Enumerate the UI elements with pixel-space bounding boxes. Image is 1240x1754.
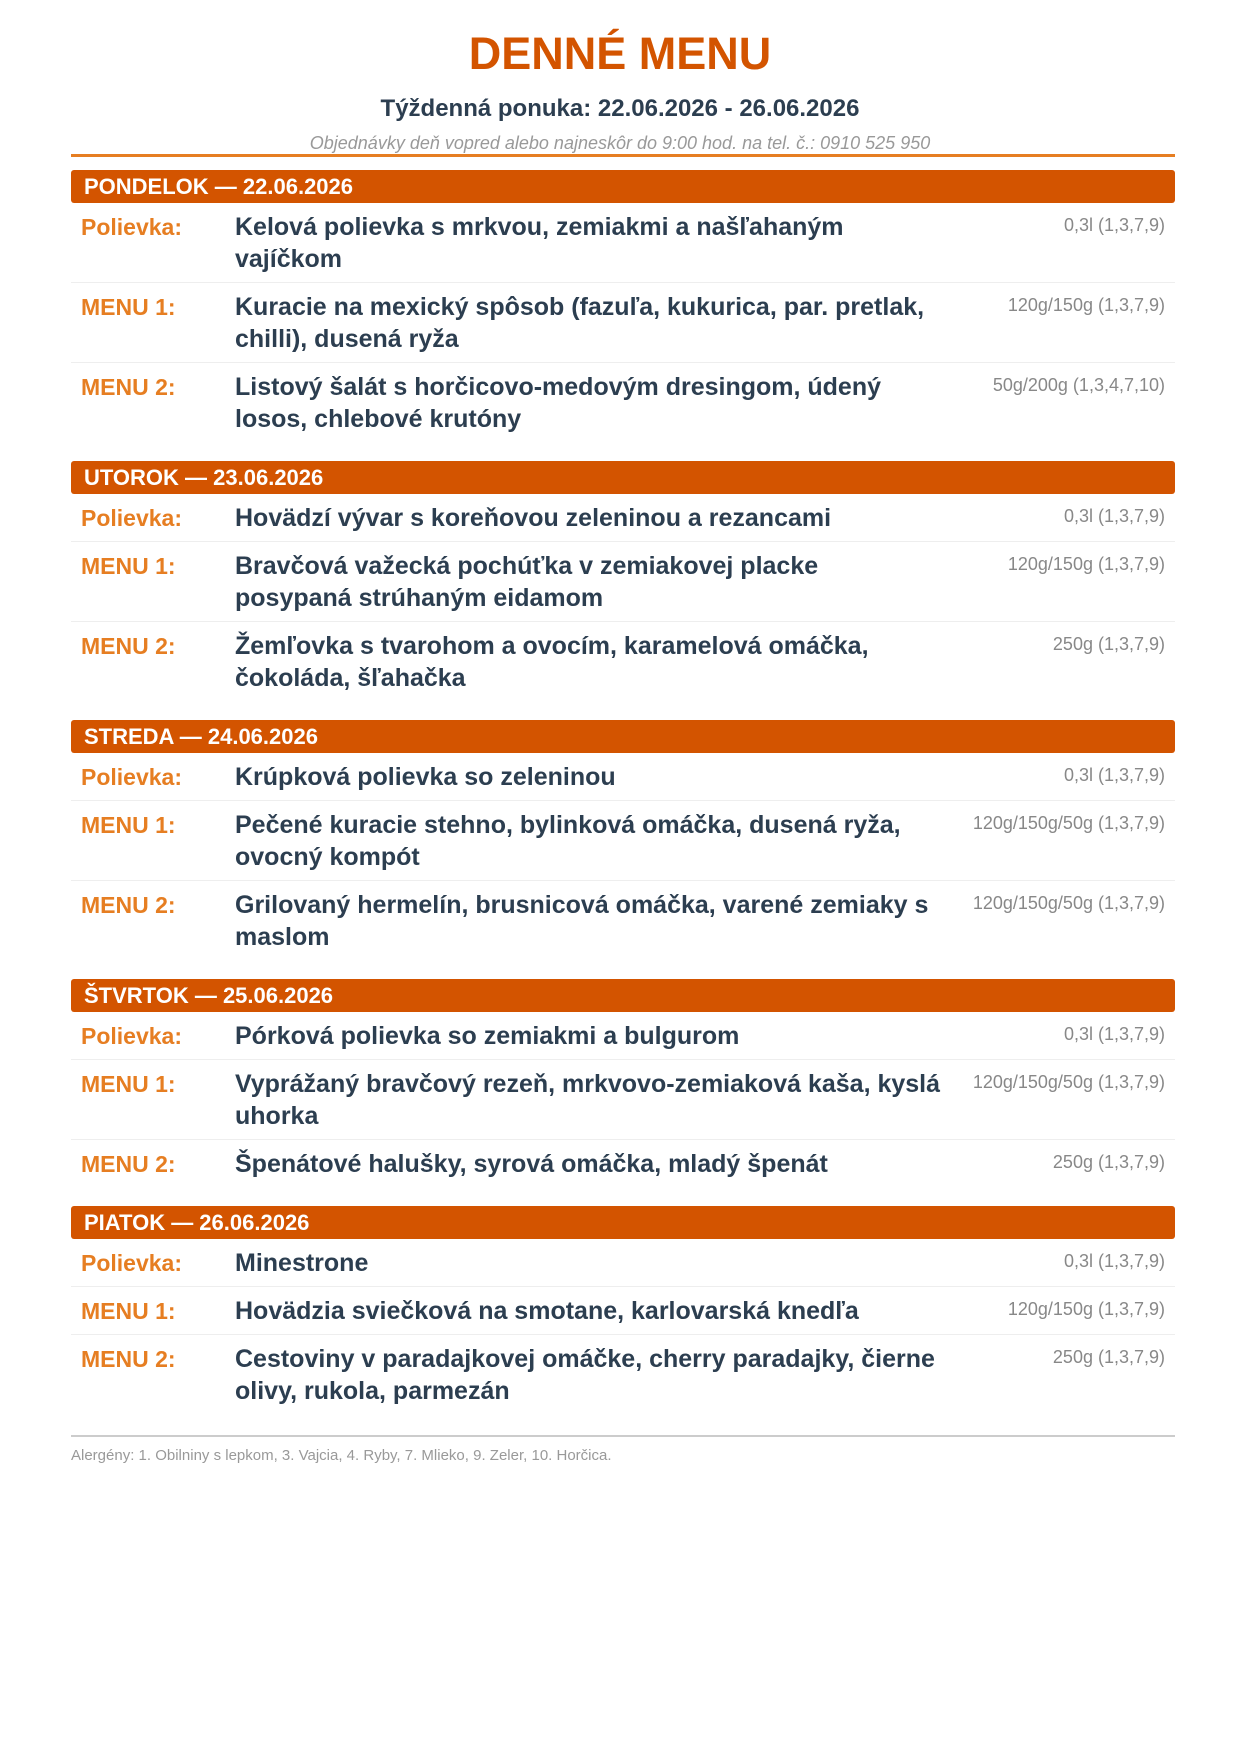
day-heading: STREDA — 24.06.2026 (71, 720, 1175, 753)
menu-item-row (71, 753, 1175, 801)
menu-item-row (71, 494, 1175, 542)
menu-item-label: MENU 2: (81, 374, 176, 400)
menu-item-portion-allergens: 0,3l (1,3,7,9) (1063, 215, 1165, 235)
menu-item-label: MENU 2: (81, 633, 176, 659)
menu-item-dish: Hovädzí vývar s koreňovou zeleninou a rezancami (235, 504, 832, 532)
menu-item-label: MENU 2: (81, 1346, 176, 1372)
menu-item-dish: Pórková polievka so zemiakmi a bulgurom (235, 1022, 740, 1050)
day-heading: PIATOK — 26.06.2026 (71, 1206, 1175, 1239)
menu-item-label: MENU 1: (81, 553, 176, 579)
menu-item-label: Polievka: (81, 764, 182, 790)
menu-item-row (71, 1287, 1175, 1335)
menu-item-label: Polievka: (81, 1023, 182, 1049)
menu-item-label: Polievka: (81, 214, 182, 240)
menu-item-row (71, 1060, 1175, 1140)
menu-item-label: MENU 1: (81, 1071, 176, 1097)
menu-item-row (71, 203, 1175, 283)
menu-item-dish: Cestoviny v paradajkovej omáčke, cherry paradajky, čierne olivy, rukola, parmezán (235, 1345, 935, 1405)
footer-divider (71, 1435, 1175, 1437)
menu-item-row (71, 283, 1175, 363)
menu-item-dish: Grilovaný hermelín, brusnicová omáčka, varené zemiaky s maslom (235, 891, 929, 951)
menu-item-portion-allergens: 250g (1,3,7,9) (1052, 1347, 1165, 1367)
day-section (71, 979, 1175, 1187)
menu-header (0, 26, 1240, 154)
menu-item-dish: Bravčová važecká pochúťka v zemiakovej placke posypaná strúhaným eidamom (235, 552, 819, 612)
days-list (71, 170, 1175, 1433)
day-section (71, 170, 1175, 442)
menu-item-dish: Krúpková polievka so zeleninou (235, 763, 616, 791)
menu-item-row (71, 1239, 1175, 1287)
menu-item-label: MENU 1: (81, 1298, 176, 1324)
menu-item-portion-allergens: 0,3l (1,3,7,9) (1063, 765, 1165, 785)
header-divider (71, 154, 1175, 157)
menu-item-label: Polievka: (81, 505, 182, 531)
menu-item-label: MENU 1: (81, 812, 176, 838)
menu-item-row (71, 1012, 1175, 1060)
menu-item-dish: Žemľovka s tvarohom a ovocím, karamelová omáčka, čokoláda, šľahačka (235, 632, 869, 692)
menu-item-portion-allergens: 120g/150g/50g (1,3,7,9) (972, 893, 1165, 913)
day-heading: PONDELOK — 22.06.2026 (71, 170, 1175, 203)
menu-item-portion-allergens: 250g (1,3,7,9) (1052, 1152, 1165, 1172)
order-note: Objednávky deň vopred alebo najneskôr do 9:00 hod. na tel. č.: 0910 525 950 (309, 133, 931, 153)
menu-item-label: MENU 1: (81, 294, 176, 320)
menu-item-portion-allergens: 120g/150g/50g (1,3,7,9) (972, 1072, 1165, 1092)
menu-item-portion-allergens: 120g/150g (1,3,7,9) (1007, 554, 1165, 574)
menu-item-dish: Hovädzia sviečková na smotane, karlovarská knedľa (235, 1297, 859, 1325)
menu-item-dish: Pečené kuracie stehno, bylinková omáčka, dusená ryža, ovocný kompót (235, 811, 901, 871)
day-section (71, 461, 1175, 701)
menu-item-portion-allergens: 0,3l (1,3,7,9) (1063, 506, 1165, 526)
menu-item-portion-allergens: 120g/150g (1,3,7,9) (1007, 1299, 1165, 1319)
menu-item-row (71, 1335, 1175, 1414)
menu-item-dish: Listový šalát s horčicovo-medovým dresingom, údený losos, chlebové krutóny (235, 373, 882, 433)
allergen-legend: Alergény: 1. Obilniny s lepkom, 3. Vajcia, 4. Ryby, 7. Mlieko, 9. Zeler, 10. Horčica. (71, 1447, 612, 1464)
menu-item-label: MENU 2: (81, 1151, 176, 1177)
week-range: Týždenná ponuka: 22.06.2026 - 26.06.2026 (380, 95, 860, 122)
menu-item-dish: Minestrone (235, 1249, 369, 1277)
menu-item-portion-allergens: 0,3l (1,3,7,9) (1063, 1251, 1165, 1271)
menu-item-row (71, 881, 1175, 960)
day-section (71, 720, 1175, 960)
day-section (71, 1206, 1175, 1414)
menu-item-label: Polievka: (81, 1250, 182, 1276)
page-title: DENNÉ MENU (468, 28, 772, 79)
menu-item-row (71, 363, 1175, 442)
menu-item-label: MENU 2: (81, 892, 176, 918)
menu-item-row (71, 622, 1175, 701)
menu-item-row (71, 1140, 1175, 1187)
menu-item-portion-allergens: 50g/200g (1,3,4,7,10) (992, 375, 1165, 395)
menu-item-row (71, 542, 1175, 622)
menu-item-row (71, 801, 1175, 881)
menu-item-portion-allergens: 250g (1,3,7,9) (1052, 634, 1165, 654)
menu-item-dish: Kelová polievka s mrkvou, zemiakmi a našľahaným vajíčkom (235, 213, 844, 273)
menu-item-portion-allergens: 120g/150g/50g (1,3,7,9) (972, 813, 1165, 833)
menu-item-dish: Vyprážaný bravčový rezeň, mrkvovo-zemiaková kaša, kyslá uhorka (235, 1070, 941, 1130)
menu-item-dish: Špenátové halušky, syrová omáčka, mladý špenát (235, 1150, 828, 1178)
day-heading: ŠTVRTOK — 25.06.2026 (71, 979, 1175, 1012)
menu-item-portion-allergens: 120g/150g (1,3,7,9) (1007, 295, 1165, 315)
menu-item-dish: Kuracie na mexický spôsob (fazuľa, kukurica, par. pretlak, chilli), dusená ryža (235, 293, 925, 353)
menu-item-portion-allergens: 0,3l (1,3,7,9) (1063, 1024, 1165, 1044)
day-heading: UTOROK — 23.06.2026 (71, 461, 1175, 494)
